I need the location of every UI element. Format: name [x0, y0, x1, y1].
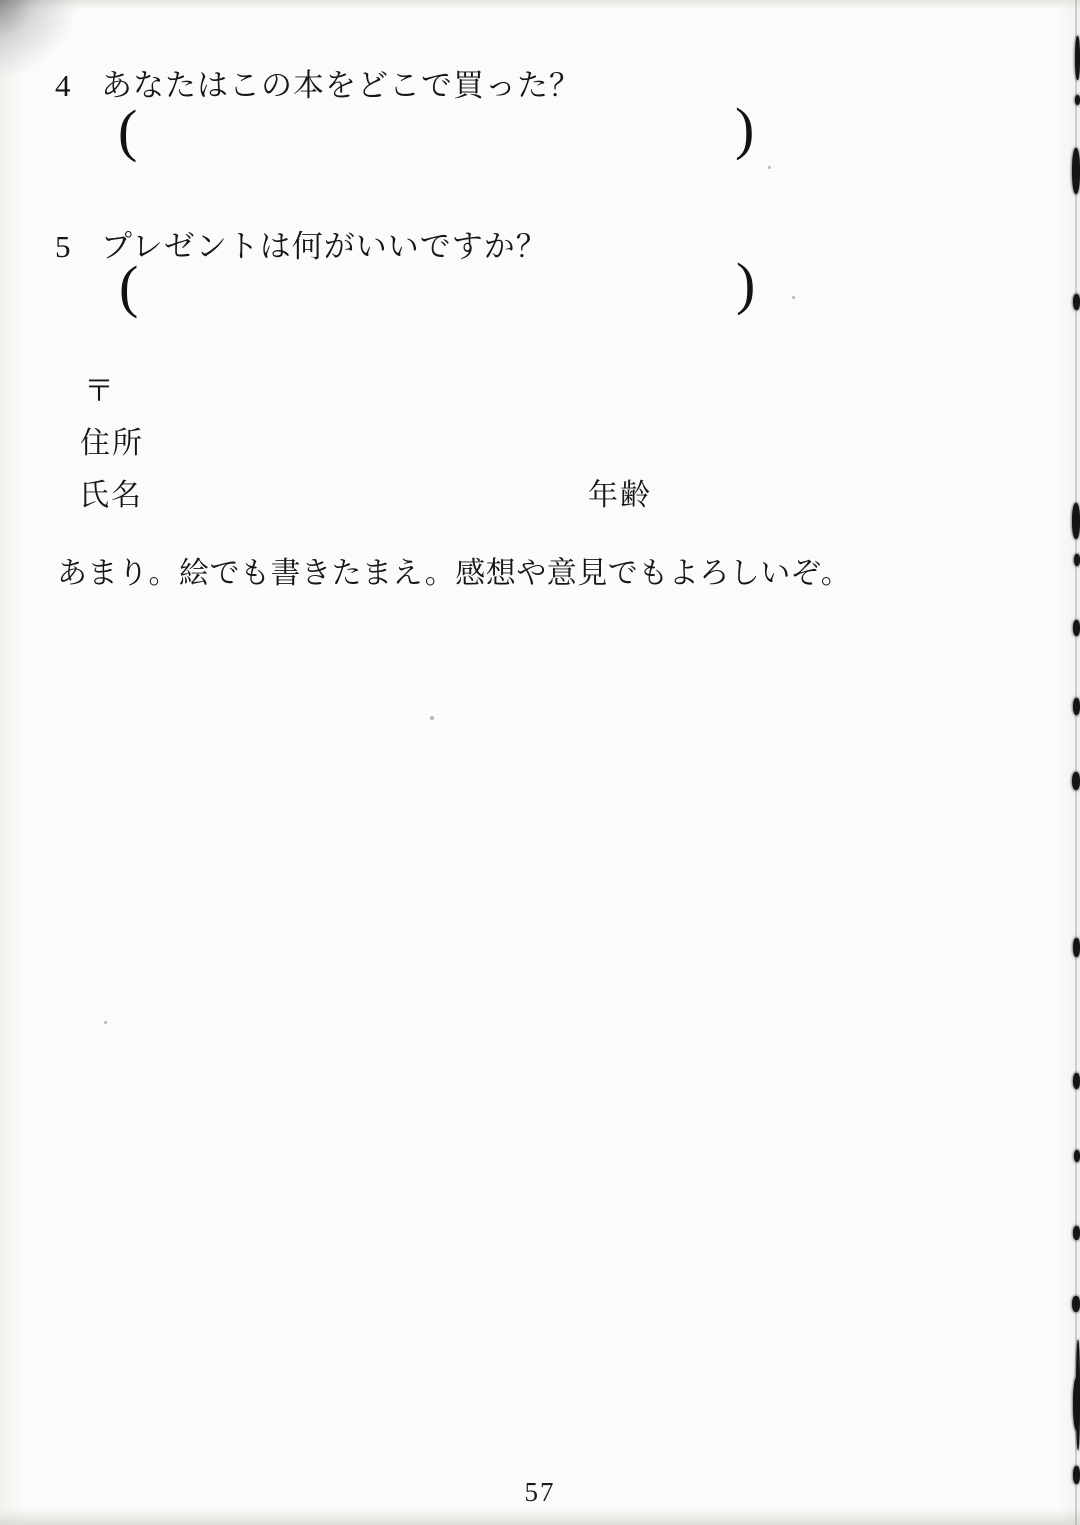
name-label: 氏名	[79, 479, 143, 512]
question-4-text: あなたはこの本をどこで買った？	[101, 68, 581, 103]
question-4-number: 4	[55, 68, 72, 103]
binding-mark	[1073, 938, 1080, 957]
binding-mark	[1075, 36, 1080, 80]
page-number: 57	[524, 1477, 556, 1507]
binding-mark	[1073, 1466, 1080, 1484]
answer-5-close-paren: )	[736, 251, 756, 316]
binding-mark	[1074, 554, 1080, 566]
scan-speck	[768, 166, 771, 169]
note-text: あまり。絵でも書きたまえ。感想や意見でもよろしいぞ。	[57, 557, 852, 590]
binding-mark	[1072, 148, 1080, 194]
binding-mark	[1072, 503, 1080, 539]
binding-mark	[1073, 620, 1080, 636]
question-5-text: プレゼントは何がいいですか？	[101, 229, 548, 264]
binding-mark	[1072, 772, 1080, 790]
binding-mark	[1074, 1150, 1080, 1162]
answer-4-open-paren: (	[118, 98, 138, 163]
age-label: 年齢	[588, 479, 652, 512]
scan-speck	[430, 716, 434, 720]
scan-speck	[792, 296, 795, 299]
binding-mark	[1073, 1378, 1080, 1430]
question-5-number: 5	[55, 229, 72, 264]
binding-mark	[1075, 95, 1080, 105]
binding-mark	[1073, 1226, 1080, 1240]
answer-5-open-paren: (	[119, 254, 139, 319]
scan-speck	[104, 1021, 107, 1024]
binding-mark	[1073, 294, 1080, 310]
binding-mark	[1072, 1296, 1080, 1312]
binding-mark	[1073, 1073, 1080, 1089]
binding-mark	[1073, 698, 1080, 715]
address-label: 住所	[80, 427, 144, 460]
postal-mark: 〒	[84, 375, 116, 408]
answer-4-close-paren: )	[735, 96, 755, 161]
